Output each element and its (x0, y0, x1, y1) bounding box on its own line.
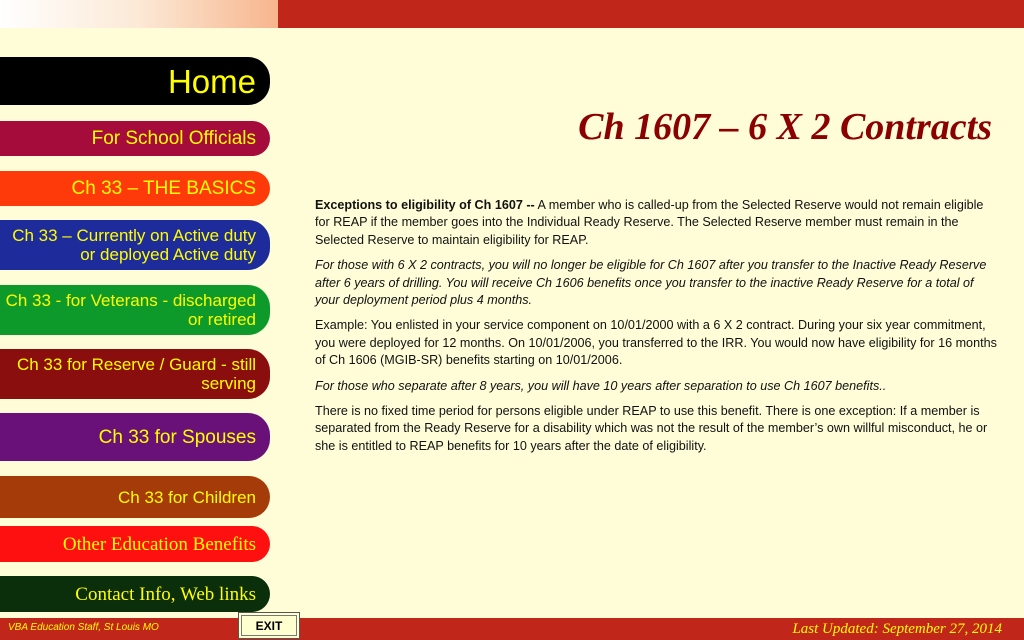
nav-ch33-reserve-guard-label: Ch 33 for Reserve / Guard - still serving (16, 355, 256, 393)
exit-button[interactable]: EXIT (238, 612, 300, 639)
exceptions-heading: Exceptions to eligibility of Ch 1607 -- (315, 198, 535, 212)
page-title: Ch 1607 – 6 X 2 Contracts (578, 106, 992, 149)
nav-ch33-veterans-label: Ch 33 - for Veterans - discharged or retired (5, 291, 256, 329)
nav-ch33-basics-button[interactable] (0, 171, 270, 206)
paragraph-exceptions (315, 197, 1000, 249)
main-content (315, 197, 1000, 463)
nav-ch33-active-duty-label: Ch 33 – Currently on Active duty or deployed Active duty (12, 226, 256, 264)
footer-staff-credit: VBA Education Staff, St Louis MO (8, 622, 159, 633)
footer-last-updated: Last Updated: September 27, 2014 (792, 621, 1002, 637)
paragraph-example: Example: You enlisted in your service component on 10/01/2000 with a 6 X 2 contract. During your six year commitment, you were deployed for 12 months. On 10/01/2006, you transferred to the IRR. You would now have eligibility for 16 months of Ch 1606 (MGIB-SR) benefits starting on 10/01/2006. (315, 318, 997, 368)
nav-contact-info-label: Contact Info, Web links (75, 583, 256, 605)
paragraph-separate-after-8-years: For those who separate after 8 years, you will have 10 years after separation to use Ch 1607 benefits.. (315, 378, 887, 393)
nav-contact-info-button[interactable] (0, 576, 270, 612)
nav-ch33-spouses-button[interactable] (0, 413, 270, 461)
nav-other-education-benefits-button[interactable] (0, 526, 270, 562)
top-left-banner (0, 0, 278, 28)
paragraph-6x2-contracts: For those with 6 X 2 contracts, you will no longer be eligible for Ch 1607 after you transfer to the Inactive Ready Reserve after 6 years of drilling. You will receive Ch 1606 benefits once you transfer to the inactive Ready Reserve for a total of your deployment period plus 4 months. (315, 258, 987, 308)
nav-school-officials-label: For School Officials (91, 128, 256, 149)
paragraph-no-fixed-period: There is no fixed time period for persons eligible under REAP to use this benefit. There is one exception: If a member is separated from the Ready Reserve for a disability which was not the result of the member’s own willful misconduct, he or she is entitled to REAP benefits for 10 years after the date of eligibility. (315, 404, 988, 453)
nav-ch33-reserve-guard-button[interactable] (0, 349, 270, 399)
nav-home-button[interactable] (0, 57, 270, 105)
exceptions-body: A member who is called-up from the Selected Reserve would not remain eligible for REAP if the member goes into the Individual Ready Reserve. The Selected Reserve member must remain in the Selected Reserve to maintain eligibility for REAP. (315, 198, 984, 247)
nav-ch33-spouses-label: Ch 33 for Spouses (98, 426, 256, 448)
nav-school-officials-button[interactable] (0, 121, 270, 156)
nav-ch33-children-label: Ch 33 for Children (118, 487, 256, 507)
top-right-banner (278, 0, 1024, 28)
nav-ch33-active-duty-button[interactable] (0, 220, 270, 270)
nav-ch33-children-button[interactable] (0, 476, 270, 518)
nav-other-education-benefits-label: Other Education Benefits (62, 533, 256, 555)
nav-ch33-basics-label: Ch 33 – THE BASICS (71, 178, 256, 199)
nav-ch33-veterans-button[interactable] (0, 285, 270, 335)
nav-home-label: Home (167, 62, 256, 100)
